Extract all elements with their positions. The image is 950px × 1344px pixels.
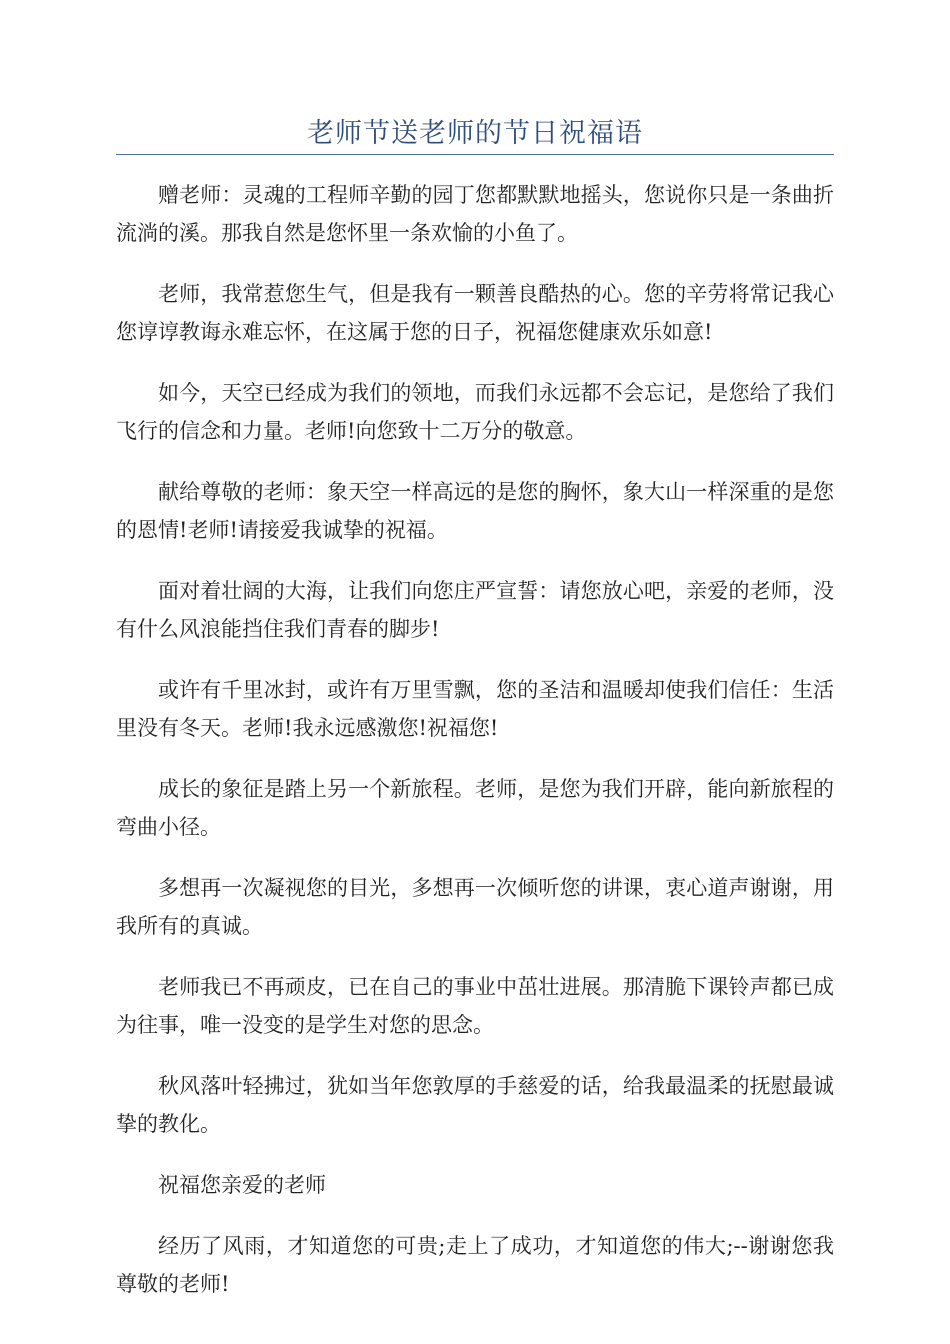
paragraph-6: 或许有千里冰封，或许有万里雪飘，您的圣洁和温暖却使我们信任：生活里没有冬天。老师!我永远感激您!祝福您!: [116, 678, 834, 740]
paragraph-12: 经历了风雨，才知道您的可贵;走上了成功，才知道您的伟大;--谢谢您我尊敬的老师!: [116, 1234, 834, 1296]
paragraph-5: 面对着壮阔的大海，让我们向您庄严宣誓：请您放心吧，亲爱的老师，没有什么风浪能挡住我们青春的脚步!: [116, 579, 834, 641]
paragraph-1: 赠老师：灵魂的工程师辛勤的园丁您都默默地摇头，您说你只是一条曲折流淌的溪。那我自然是您怀里一条欢愉的小鱼了。: [116, 183, 834, 245]
paragraph-10: 秋风落叶轻拂过，犹如当年您敦厚的手慈爱的话，给我最温柔的抚慰最诚挚的教化。: [116, 1074, 834, 1136]
paragraph-4: 献给尊敬的老师：象天空一样高远的是您的胸怀，象大山一样深重的是您的恩情!老师!请接爱我诚挚的祝福。: [116, 480, 834, 542]
paragraph-9: 老师我已不再顽皮，已在自己的事业中茁壮进展。那清脆下课铃声都已成为往事，唯一没变的是学生对您的思念。: [116, 975, 834, 1037]
paragraph-11: 祝福您亲爱的老师: [158, 1173, 326, 1197]
paragraph-3: 如今，天空已经成为我们的领地，而我们永远都不会忘记，是您给了我们飞行的信念和力量。老师!向您致十二万分的敬意。: [116, 381, 834, 443]
paragraph-7: 成长的象征是踏上另一个新旅程。老师，是您为我们开辟，能向新旅程的弯曲小径。: [116, 777, 834, 839]
document-title: 老师节送老师的节日祝福语: [307, 118, 643, 149]
document-body: [116, 176, 834, 1326]
paragraph-8: 多想再一次凝视您的目光，多想再一次倾听您的讲课，衷心道声谢谢，用我所有的真诚。: [116, 876, 834, 938]
paragraph-2: 老师，我常惹您生气，但是我有一颗善良酷热的心。您的辛劳将常记我心您谆谆教诲永难忘怀，在这属于您的日子，祝福您健康欢乐如意!: [116, 282, 834, 344]
title-underline: [116, 154, 834, 155]
